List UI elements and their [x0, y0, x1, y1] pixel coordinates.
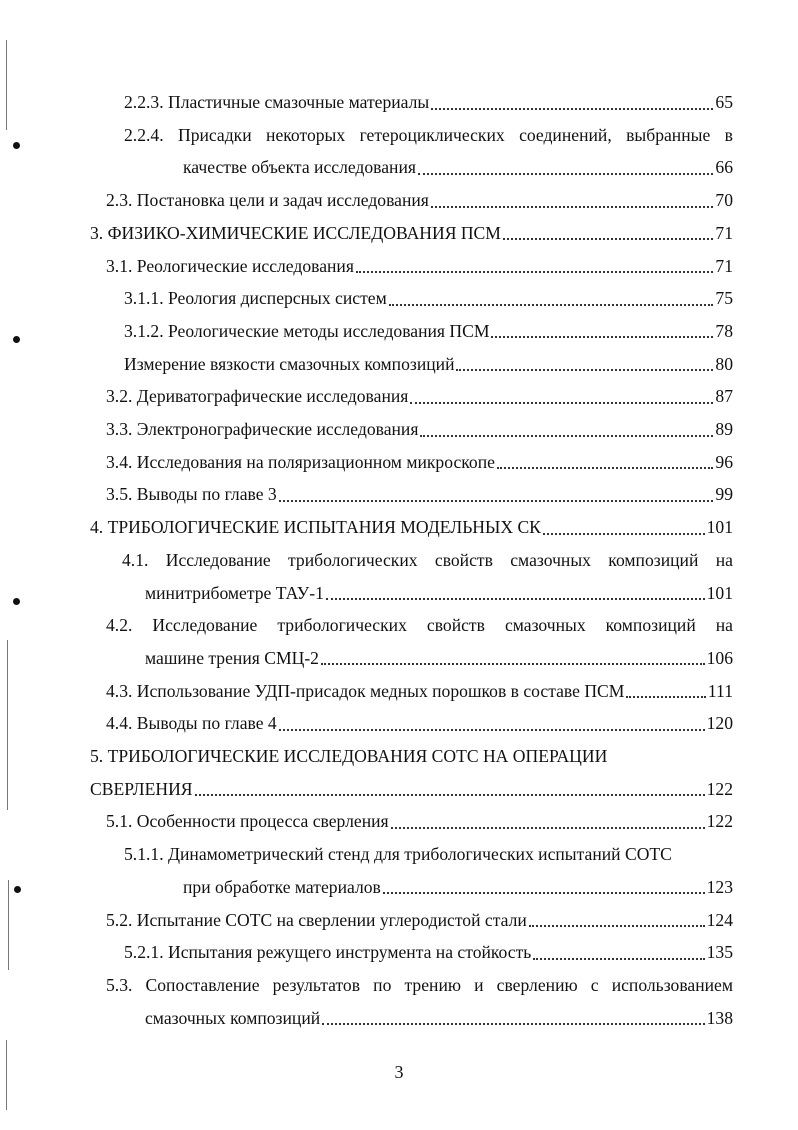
toc-entry — [106, 707, 733, 740]
toc-entry — [106, 184, 733, 217]
toc-entry-page: 101 — [706, 517, 733, 538]
toc-dot-leader — [626, 696, 705, 698]
toc-dot-leader — [543, 533, 705, 535]
toc-entry-page: 96 — [715, 451, 733, 472]
toc-entry-page: 101 — [706, 582, 733, 603]
toc-dot-leader — [391, 827, 705, 829]
scan-edge-line — [6, 1040, 7, 1110]
toc-dot-leader — [491, 336, 713, 338]
toc-entry — [106, 380, 733, 413]
toc-entry-title: 3.5. Выводы по главе 3 — [106, 484, 277, 505]
toc-entry-page: 87 — [715, 386, 733, 407]
toc-entry — [90, 773, 733, 806]
toc-dot-leader — [431, 206, 714, 208]
toc-entry-title: Измерение вязкости смазочных композиций — [124, 353, 455, 374]
toc-entry-page: 66 — [715, 157, 733, 178]
toc-entry — [124, 119, 733, 152]
toc-dot-leader — [322, 1023, 704, 1025]
toc-entry-title: 3.1.2. Реологические методы исследования ПСМ — [124, 320, 490, 341]
toc-entry-title: качестве объекта исследования — [183, 157, 416, 178]
toc-entry-title: минитрибометре ТАУ-1 — [145, 582, 324, 603]
toc-entry-title: 5.3. Сопоставление результатов по трению и сверлению с использованием — [106, 974, 733, 995]
toc-entry-page: 89 — [715, 419, 733, 439]
toc-entry-title: 3.2. Дериватографические исследования — [106, 386, 409, 407]
toc-entry-title: 3.4. Исследования на поляризационном микроскопе — [106, 451, 495, 472]
toc-entry — [106, 446, 733, 479]
toc-entry — [124, 936, 733, 969]
toc-entry-title: при обработке материалов — [183, 876, 381, 897]
toc-entry — [124, 282, 733, 315]
toc-dot-leader — [456, 369, 713, 371]
toc-dot-leader — [497, 467, 713, 469]
toc-dot-leader — [420, 435, 713, 437]
toc-entry — [124, 86, 733, 119]
toc-entry-title: СВЕРЛЕНИЯ — [90, 778, 193, 799]
toc-entry — [183, 151, 733, 184]
toc-entry-page: 123 — [706, 876, 733, 897]
toc-entry-title: 3.1. Реологические исследования — [106, 255, 354, 276]
toc-entry-title: 4.1. Исследование трибологических свойств смазочных композиций на — [122, 549, 733, 570]
toc-entry-title: 5. ТРИБОЛОГИЧЕСКИЕ ИССЛЕДОВАНИЯ СОТС НА ОПЕРАЦИИ — [90, 746, 608, 766]
toc-dot-leader — [418, 173, 713, 175]
toc-dot-leader — [383, 892, 705, 894]
toc-entry-page: 106 — [706, 647, 733, 668]
toc-entry-title: 5.2. Испытание СОТС на сверлении углеродистой стали — [106, 909, 527, 930]
toc-dot-leader — [410, 402, 713, 404]
toc-entry-title: 3.1.1. Реология дисперсных систем — [124, 288, 387, 309]
toc-dot-leader — [431, 108, 713, 110]
scan-edge-line — [7, 640, 8, 810]
toc-entry-title: 4. ТРИБОЛОГИЧЕСКИЕ ИСПЫТАНИЯ МОДЕЛЬНЫХ СК — [90, 517, 541, 538]
toc-entry-page: 75 — [715, 288, 733, 309]
toc-entry-page: 120 — [706, 713, 733, 734]
toc-entry-title: 5.1. Особенности процесса сверления — [106, 811, 389, 832]
toc-entry — [90, 740, 636, 773]
toc-entry-title: 3.3. Электронографические исследования — [106, 419, 419, 439]
toc-entry-page: 78 — [715, 320, 733, 341]
page-number: 3 — [394, 1062, 404, 1082]
scan-edge-line — [8, 880, 9, 970]
toc-entry — [106, 250, 733, 283]
toc-entry-page: 122 — [706, 778, 733, 799]
scan-mark — [13, 598, 20, 605]
toc-entry-title: 4.3. Использование УДП-присадок медных порошков в составе ПСМ — [106, 680, 625, 701]
toc-entry-page: 80 — [715, 353, 733, 374]
toc-entry-page: 71 — [715, 255, 733, 276]
scan-mark — [13, 336, 20, 343]
toc-entry — [145, 1002, 733, 1035]
toc-entry — [124, 838, 723, 871]
toc-entry-page: 124 — [706, 909, 733, 930]
toc-entry — [124, 348, 733, 381]
toc-entry — [145, 577, 733, 610]
toc-entry — [124, 315, 733, 348]
toc-entry — [106, 675, 733, 708]
toc-entry-title: 5.2.1. Испытания режущего инструмента на стойкость — [124, 942, 532, 963]
toc-entry-title: 2.2.4. Присадки некоторых гетероциклических соединений, выбранные в — [124, 124, 733, 145]
toc-entry — [106, 805, 733, 838]
toc-entry — [183, 871, 733, 904]
toc-entry-title: 2.2.3. Пластичные смазочные материалы — [124, 92, 430, 112]
toc-entry-page: 138 — [706, 1007, 733, 1028]
scan-mark — [14, 886, 21, 893]
toc-entry — [106, 478, 733, 511]
toc-entry — [122, 544, 733, 577]
toc-entry-title: 3. ФИЗИКО-ХИМИЧЕСКИЕ ИССЛЕДОВАНИЯ ПСМ — [90, 222, 501, 243]
toc-entry — [90, 217, 733, 250]
toc-entry — [106, 413, 733, 446]
toc-entry — [106, 609, 733, 642]
toc-entry-page: 122 — [706, 811, 733, 832]
toc-dot-leader — [503, 238, 713, 240]
toc-entry-page: 71 — [715, 222, 733, 243]
scan-edge-line — [6, 40, 7, 130]
scan-mark — [13, 142, 20, 149]
toc-dot-leader — [533, 958, 704, 960]
toc-entry — [145, 642, 733, 675]
toc-entry-title: 4.4. Выводы по главе 4 — [106, 713, 277, 734]
toc-dot-leader — [529, 925, 705, 927]
toc-entry-page: 99 — [715, 484, 733, 505]
toc-dot-leader — [279, 729, 705, 731]
toc-dot-leader — [356, 271, 713, 273]
toc-entry-page: 135 — [706, 942, 733, 963]
toc-entry — [106, 904, 733, 937]
toc-entry-page: 70 — [715, 190, 733, 211]
toc-dot-leader — [195, 794, 705, 796]
toc-entry — [106, 969, 733, 1002]
toc-dot-leader — [321, 663, 705, 665]
toc-entry-title: машине трения СМЦ-2 — [145, 647, 319, 668]
toc-dot-leader — [279, 500, 714, 502]
toc-dot-leader — [389, 304, 714, 306]
toc-entry-title: 5.1.1. Динамометрический стенд для трибологических испытаний СОТС — [124, 844, 672, 865]
toc-dot-leader — [326, 598, 705, 600]
toc-entry-title: 2.3. Постановка цели и задач исследования — [106, 190, 429, 211]
toc-entry-page: 111 — [707, 680, 733, 701]
toc-entry — [90, 511, 733, 544]
toc-entry-title: смазочных композиций — [145, 1007, 321, 1028]
toc-entry-page: 65 — [715, 92, 733, 112]
toc-entry-title: 4.2. Исследование трибологических свойств смазочных композиций на — [106, 615, 733, 636]
